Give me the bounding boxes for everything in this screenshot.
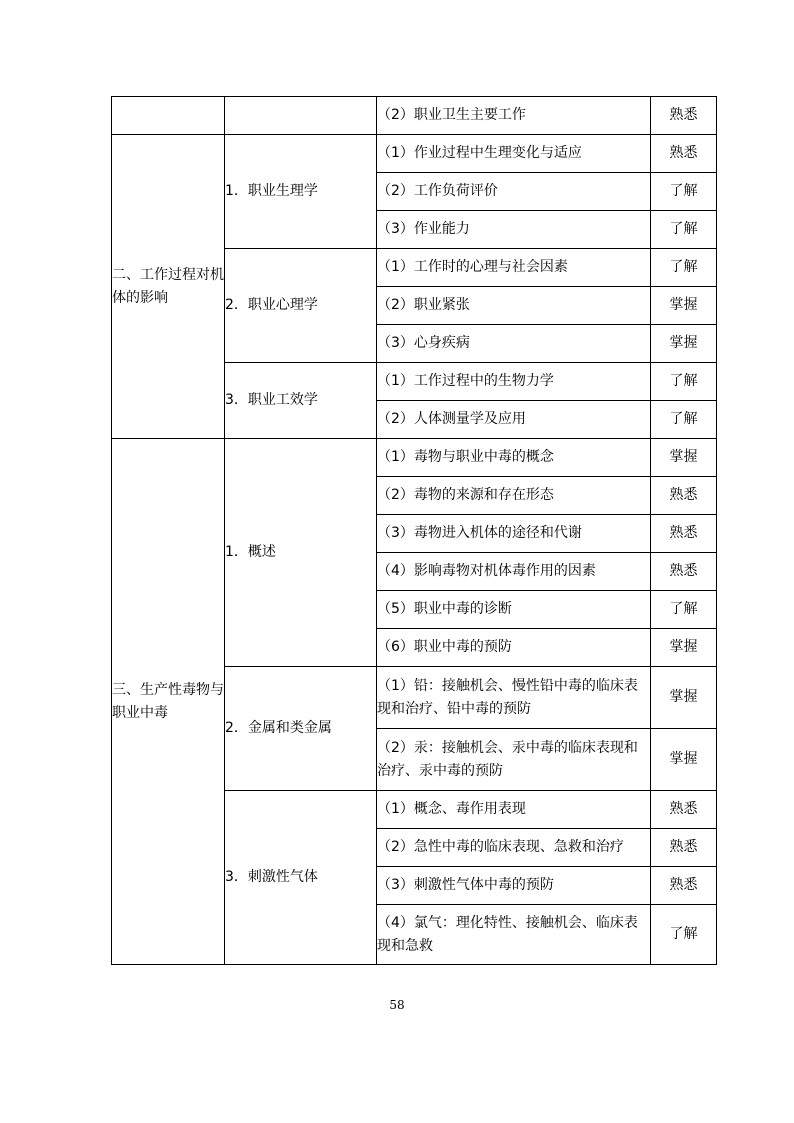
detail-cell: （2）工作负荷评价	[377, 173, 651, 211]
element-cell: 2．金属和类金属	[225, 667, 377, 791]
syllabus-table-container	[111, 96, 716, 965]
unit-cell	[112, 97, 225, 135]
detail-cell: （2）人体测量学及应用	[377, 401, 651, 439]
detail-cell: （1）作业过程中生理变化与适应	[377, 135, 651, 173]
detail-cell: （1）概念、毒作用表现	[377, 791, 651, 829]
requirement-level-cell: 了解	[651, 173, 717, 211]
table-row	[112, 439, 717, 477]
detail-cell: （2）职业紧张	[377, 287, 651, 325]
detail-cell: （3）作业能力	[377, 211, 651, 249]
unit-cell: 三、生产性毒物与职业中毒	[112, 439, 225, 965]
detail-cell: （2）毒物的来源和存在形态	[377, 477, 651, 515]
element-cell: 1．职业生理学	[225, 135, 377, 249]
detail-cell: （2）急性中毒的临床表现、急救和治疗	[377, 829, 651, 867]
table-row	[112, 97, 717, 135]
requirement-level-cell: 掌握	[651, 667, 717, 729]
detail-cell: （4）氯气：理化特性、接触机会、临床表现和急救	[377, 905, 651, 965]
detail-cell: （1）铅：接触机会、慢性铅中毒的临床表现和治疗、铅中毒的预防	[377, 667, 651, 729]
requirement-level-cell: 熟悉	[651, 97, 717, 135]
element-cell: 3．职业工效学	[225, 363, 377, 439]
requirement-level-cell: 熟悉	[651, 791, 717, 829]
detail-cell: （6）职业中毒的预防	[377, 629, 651, 667]
detail-cell: （1）毒物与职业中毒的概念	[377, 439, 651, 477]
page-number: 58	[389, 998, 405, 1012]
requirement-level-cell: 熟悉	[651, 867, 717, 905]
requirement-level-cell: 熟悉	[651, 515, 717, 553]
syllabus-table-body	[112, 97, 717, 965]
requirement-level-cell: 了解	[651, 211, 717, 249]
element-cell: 3．刺激性气体	[225, 791, 377, 965]
element-cell: 2．职业心理学	[225, 249, 377, 363]
requirement-level-cell: 掌握	[651, 287, 717, 325]
element-cell	[225, 97, 377, 135]
detail-cell: （5）职业中毒的诊断	[377, 591, 651, 629]
requirement-level-cell: 熟悉	[651, 135, 717, 173]
detail-cell: （3）刺激性气体中毒的预防	[377, 867, 651, 905]
unit-cell: 二、工作过程对机体的影响	[112, 135, 225, 439]
requirement-level-cell: 熟悉	[651, 829, 717, 867]
detail-cell: （4）影响毒物对机体毒作用的因素	[377, 553, 651, 591]
detail-cell: （3）心身疾病	[377, 325, 651, 363]
detail-cell: （3）毒物进入机体的途径和代谢	[377, 515, 651, 553]
detail-cell: （1）工作时的心理与社会因素	[377, 249, 651, 287]
detail-cell: （1）工作过程中的生物力学	[377, 363, 651, 401]
requirement-level-cell: 熟悉	[651, 477, 717, 515]
requirement-level-cell: 了解	[651, 249, 717, 287]
requirement-level-cell: 熟悉	[651, 553, 717, 591]
table-row	[112, 135, 717, 173]
requirement-level-cell: 了解	[651, 905, 717, 965]
syllabus-table	[111, 96, 717, 965]
requirement-level-cell: 了解	[651, 401, 717, 439]
requirement-level-cell: 了解	[651, 591, 717, 629]
requirement-level-cell: 掌握	[651, 439, 717, 477]
element-cell: 1．概述	[225, 439, 377, 667]
requirement-level-cell: 掌握	[651, 729, 717, 791]
detail-cell: （2）汞：接触机会、汞中毒的临床表现和治疗、汞中毒的预防	[377, 729, 651, 791]
requirement-level-cell: 了解	[651, 363, 717, 401]
detail-cell: （2）职业卫生主要工作	[377, 97, 651, 135]
requirement-level-cell: 掌握	[651, 325, 717, 363]
requirement-level-cell: 掌握	[651, 629, 717, 667]
